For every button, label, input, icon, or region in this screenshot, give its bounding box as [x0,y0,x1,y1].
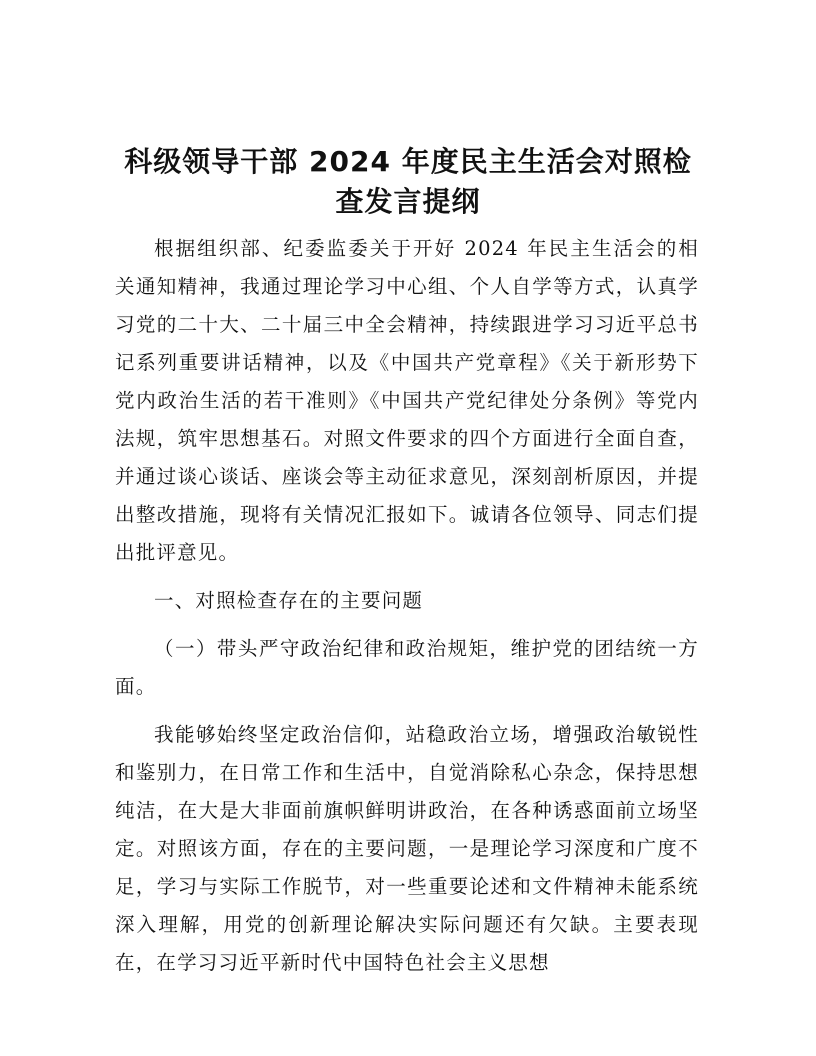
section-heading: 一、对照检查存在的主要问题 [154,589,424,612]
intro-paragraph: 根据组织部、纪委监委关于开好 2024 年民主生活会的相关通知精神，我通过理论学习中心组、个人自学等方式，认真学习党的二十大、二十届三中全会精神，持续跟进学习习近平总书记系列重要讲话精神，以及《中国共产党章程》《关于新形势下党内政治生活的若干准则》《中国共产党纪律处分条例》等党内法规，筑牢思想基石。对照文件要求的四个方面进行全面自查，并通过谈心谈话、座谈会等主动征求意见，深刻剖析原因，并提出整改措施，现将有关情况汇报如下。诚请各位领导、同志们提出批评意见。 [115,237,699,564]
document-title: 科级领导干部 2024 年度民主生活会对照检查发言提纲 [124,145,692,218]
body-paragraph: 我能够始终坚定政治信仰，站稳政治立场，增强政治敏锐性和鉴别力，在日常工作和生活中，自觉消除私心杂念，保持思想纯洁，在大是大非面前旗帜鲜明讲政治，在各种诱惑面前立场坚定。对照该方面，存在的主要问题，一是理论学习深度和广度不足，学习与实际工作脱节，对一些重要论述和文件精神未能系统深入理解，用党的创新理论解决实际问题还有欠缺。主要表现在，在学习习近平新时代中国特色社会主义思想 [115,723,699,974]
subsection-heading: （一）带头严守政治纪律和政治规矩，维护党的团结统一方面。 [115,637,699,698]
document-body [115,230,699,992]
